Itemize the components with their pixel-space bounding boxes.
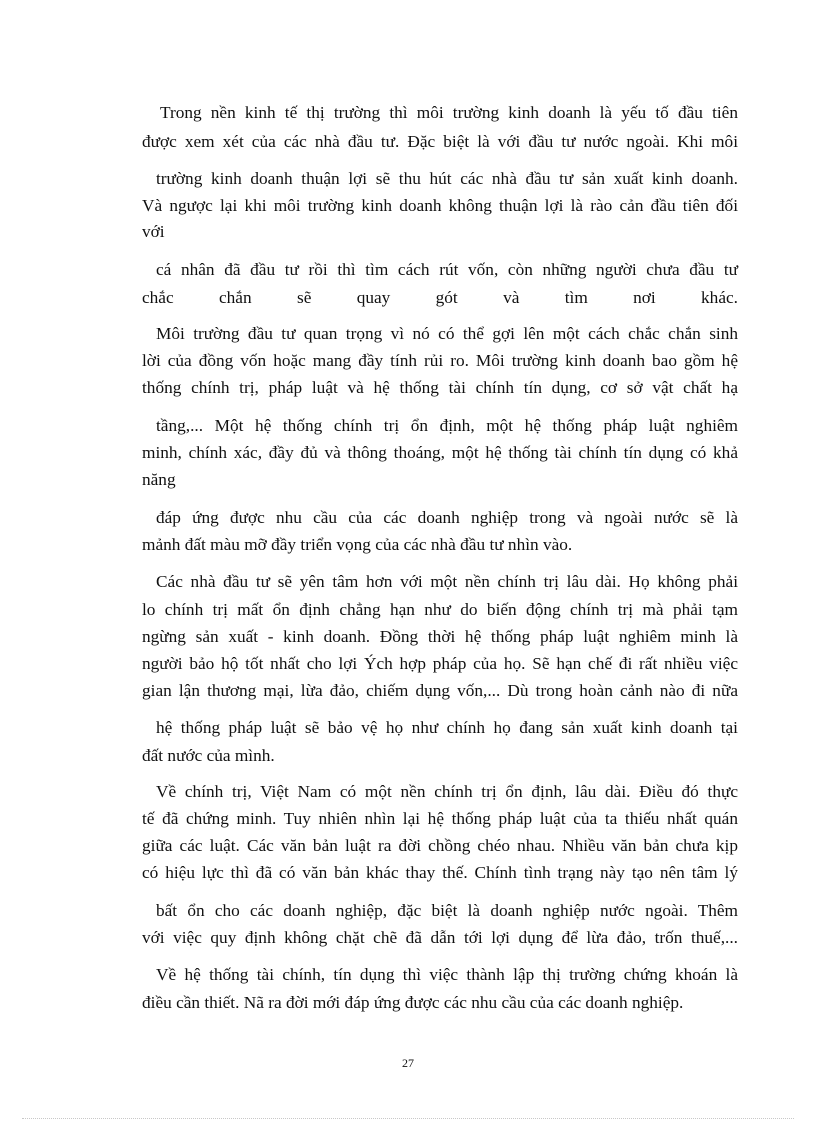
text-line: trường kinh doanh thuận lợi sẽ thu hút các nhà đầu tư sản xuất kinh doanh. [156,169,738,188]
text-line: người bảo hộ tốt nhất cho lợi Ých hợp pháp của họ. Sẽ hạn chế đi rất nhiều việc [142,654,738,673]
text-line: với [142,222,165,241]
text-line: bất ổn cho các doanh nghiệp, đặc biệt là doanh nghiệp nước ngoài. Thêm [156,901,738,920]
footer-divider [22,1118,794,1119]
text-line: Các nhà đầu tư sẽ yên tâm hơn với một nền chính trị lâu dài. Họ không phải [156,572,738,591]
text-line: được xem xét của các nhà đầu tư. Đặc biệt là với đầu tư nước ngoài. Khi môi [142,132,738,151]
text-line: lo chính trị mất ổn định chẳng hạn như do biến động chính trị mà phải tạm [142,600,738,619]
text-line: Môi trường đầu tư quan trọng vì nó có thể gợi lên một cách chắc chắn sinh [156,324,738,343]
text-line: năng [142,470,176,489]
text-line: với việc quy định không chặt chẽ đã dẫn tới lợi dụng để lừa đảo, trốn thuế,... [142,928,738,947]
text-line: Về chính trị, Việt Nam có một nền chính trị ổn định, lâu dài. Điều đó thực [156,782,738,801]
text-line: có hiệu lực thì đã có văn bản khác thay thế. Chính tình trạng này tạo nên tâm lý [142,863,738,882]
text-line: tế đã chứng minh. Tuy nhiên nhìn lại hệ thống pháp luật của ta thiếu nhất quán [142,809,738,828]
text-line: điều cần thiết. Nã ra đời mới đáp ứng được các nhu cầu của các doanh nghiệp. [142,993,684,1012]
text-line: đáp ứng được nhu cầu của các doanh nghiệp trong và ngoài nước sẽ là [156,508,738,527]
text-line: Và ngược lại khi môi trường kinh doanh không thuận lợi là rào cản đầu tiên đối [142,196,738,215]
text-line: cá nhân đã đầu tư rồi thì tìm cách rút vốn, còn những người chưa đầu tư [156,260,738,279]
text-line: gian lận thương mại, lừa đảo, chiếm dụng vốn,... Dù trong hoàn cảnh nào đi nữa [142,681,738,700]
text-line: ngừng sản xuất - kinh doanh. Đồng thời hệ thống pháp luật nghiêm minh là [142,627,738,646]
page-number: 27 [402,1056,414,1070]
text-line: tầng,... Một hệ thống chính trị ổn định, một hệ thống pháp luật nghiêm [156,416,738,435]
text-line: thống chính trị, pháp luật và hệ thống tài chính tín dụng, cơ sở vật chất hạ [142,378,738,397]
text-line: hệ thống pháp luật sẽ bảo vệ họ như chính họ đang sản xuất kinh doanh tại [156,718,738,737]
text-line: minh, chính xác, đầy đủ và thông thoáng, một hệ thống tài chính tín dụng có khả [142,443,738,462]
text-line: giữa các luật. Các văn bản luật ra đời chồng chéo nhau. Nhiều văn bản chưa kịp [142,836,738,855]
text-line: Trong nền kinh tế thị trường thì môi trường kinh doanh là yếu tố đầu tiên [160,103,738,122]
text-line: Về hệ thống tài chính, tín dụng thì việc thành lập thị trường chứng khoán là [156,965,738,984]
text-line: lời của đồng vốn hoặc mang đầy tính rủi ro. Môi trường kinh doanh bao gồm hệ [142,351,738,370]
text-line: đất nước của mình. [142,746,275,765]
text-line: mảnh đất màu mỡ đầy triển vọng của các nhà đầu tư nhìn vào. [142,535,573,554]
text-line: chắc chắn sẽ quay gót và tìm nơi khác. [142,288,738,307]
